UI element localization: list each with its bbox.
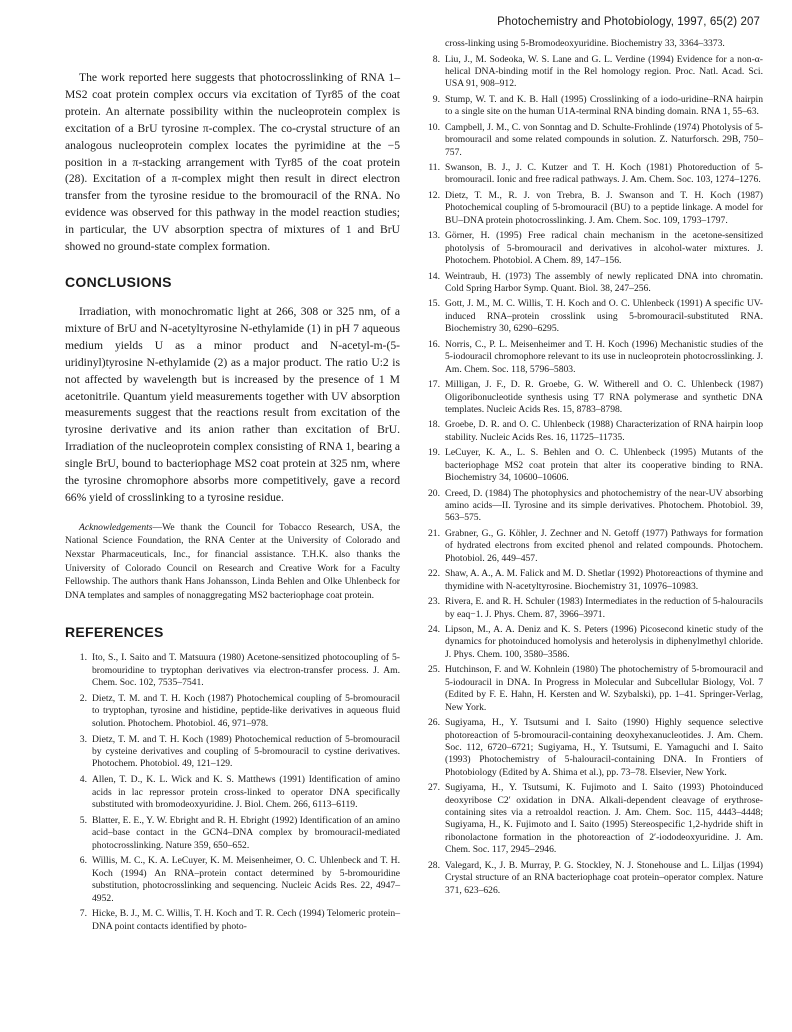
reference-item bbox=[418, 379, 763, 416]
reference-item bbox=[418, 782, 763, 856]
reference-text: Weintraub, H. (1973) The assembly of newly replicated DNA into chromatin. Cold Spring Harbor Symp. Quant. Biol. 38, 247–256. bbox=[445, 270, 763, 294]
intro-paragraph: The work reported here suggests that photocrosslinking of RNA 1–MS2 coat protein complex occurs via excitation of Tyr85 of the coat protein. An alternate possibility within the nucleoprotein complex is excitation of a BrU tyrosine π-complex. The co-crystal structure of an analogous nucleoprotein complex locates the pyrimidine at the −5 position in a π-stacking arrangement with Tyr85 of the coat protein (28). Excitation of a π-complex might then result in direct electron transfer from the tyrosine residue to the bromouracil of the RNA. No evidence was observed for this pathway in the model reaction studies; in particular, the UV absorption spectra of mixtures of 1 and BrU showed no ground-state complex formation. bbox=[65, 71, 400, 254]
reference-item bbox=[418, 488, 763, 525]
reference-number: 13. bbox=[428, 230, 440, 242]
right-column bbox=[418, 38, 763, 900]
reference-item bbox=[418, 528, 763, 565]
acknowledgements-text: —We thank the Council for Tobacco Research, USA, the National Science Foundation, the RNA Center at the University of Colorado and Nexstar Pharmaceuticals, Inc., for financial assistance. T.H.K. also thanks the University of Colorado Council on Research and Creative Work for a Faculty Fellowship. The authors thank Hans Johansson, Linda Behlen and Olke Uhlenbeck for DNA templates and samples of nonaggregating MS2 bacteriophage coat protein. bbox=[65, 521, 400, 601]
references-heading: REFERENCES bbox=[65, 624, 164, 641]
reference-text: Shaw, A. A., A. M. Falick and M. D. Shetlar (1992) Photoreactions of thymine and thymidine with N-acetyltyrosine. Biochemistry 31, 10976–10983. bbox=[445, 568, 763, 592]
reference-item bbox=[418, 271, 763, 296]
reference-number: 19. bbox=[428, 447, 440, 459]
reference-number: 27. bbox=[428, 782, 440, 794]
reference-item bbox=[418, 860, 763, 897]
reference-item bbox=[418, 664, 763, 714]
reference-text: Campbell, J. M., C. von Sonntag and D. Schulte-Frohlinde (1974) Photolysis of 5-bromouracil and some related compounds in solution. Z. Naturforsch. 29B, 750–757. bbox=[445, 121, 763, 158]
reference-number: 16. bbox=[428, 338, 440, 350]
reference-number: 25. bbox=[428, 664, 440, 676]
reference-text: Grabner, G., G. Köhler, J. Zechner and N. Getoff (1977) Pathways for formation of hydrated electrons from excited phenol and related compounds. Photochem. Photobiol. 26, 449–457. bbox=[445, 527, 763, 564]
reference-text: Stump, W. T. and K. B. Hall (1995) Crosslinking of a iodo-uridine–RNA hairpin to a single site on the human U1A-terminal RNA binding domain. RNA 1, 55–63. bbox=[445, 93, 763, 118]
reference-text: Blatter, E. E., Y. W. Ebright and R. H. Ebright (1992) Identification of an amino acid–base contact in the GCN4–DNA complex by bromouracil-mediated photocrosslinking. Nature 359, 650–652. bbox=[92, 814, 400, 851]
acknowledgements-paragraph bbox=[65, 521, 400, 603]
reference-continuation bbox=[418, 38, 763, 50]
reference-number: 23. bbox=[428, 596, 440, 608]
reference-text: Valegard, K., J. B. Murray, P. G. Stockley, N. J. Stonehouse and L. Liljas (1994) Crystal structure of an RNA bacteriophage coat protein–operator complex. Nature 371, 623–626. bbox=[445, 859, 763, 896]
reference-item bbox=[418, 419, 763, 444]
reference-item bbox=[418, 339, 763, 376]
reference-number: 2. bbox=[79, 693, 87, 705]
reference-item bbox=[418, 568, 763, 593]
reference-number: 4. bbox=[79, 774, 87, 786]
reference-item bbox=[65, 815, 400, 852]
reference-item bbox=[418, 717, 763, 779]
conclusions-paragraph: Irradiation, with monochromatic light at 266, 308 or 325 nm, of a mixture of BrU and N-acetyltyrosine N-ethylamide (1) in pH 7 aqueous medium yields U as a minor product and N-acetyl-m-(5-uridinyl)tyrosine N-ethylamide (2) as a major product. The ratio U:2 is not affected by wavelength but is increased by the presence of 1 M acetonitrile. Quantum yield measurements together with UV absorption measurements suggest that the reactions result from excitation of the tyrosine derivative and its anion rather than excitation of BrU. Irradiation of the nucleoprotein complex consisting of RNA 1, bearing a single BrU, bound to bacteriophage MS2 coat protein at 325 nm, where the tyrosine chromophore absorbs more competitively, gave a record 66% yield of crosslinking to a tyrosine residue. bbox=[65, 304, 400, 504]
reference-number: 28. bbox=[428, 859, 440, 871]
reference-text: Creed, D. (1984) The photophysics and photochemistry of the near-UV absorbing amino acids—II. Tyrosine and its simple derivatives. Photochem. Photobiol. 39, 563–575. bbox=[445, 487, 763, 524]
reference-text: Dietz, T. M. and T. H. Koch (1989) Photochemical reduction of 5-bromouracil by cysteine derivatives and coupling of 5-bromouracil to cystine derivatives. Photochem. Photobiol. 49, 121–129. bbox=[92, 733, 400, 770]
reference-item bbox=[418, 624, 763, 661]
reference-item bbox=[418, 447, 763, 484]
reference-text: Allen, T. D., K. L. Wick and K. S. Matthews (1991) Identification of amino acids in lac repressor protein cross-linked to operator DNA specifically substituted with bromodeoxyuridine. J. Biol. Chem. 266, 6113–6119. bbox=[92, 774, 400, 811]
reference-number: 7. bbox=[79, 908, 87, 920]
reference-item bbox=[418, 54, 763, 91]
reference-text: Dietz, T. M., R. J. von Trebra, B. J. Swanson and T. H. Koch (1987) Photochemical coupling of 5-bromouracil (BU) to a peptide linkage. A model for BU–DNA protein photocrosslinking. J. Am. Chem. Soc. 109, 1793–1797. bbox=[445, 189, 763, 226]
reference-item bbox=[65, 734, 400, 771]
reference-item bbox=[418, 122, 763, 159]
reference-item bbox=[418, 162, 763, 187]
reference-number: 8. bbox=[432, 53, 440, 65]
reference-text: Dietz, T. M. and T. H. Koch (1987) Photochemical coupling of 5-bromouracil to tryptophan, tyrosine and histidine, peptide-like derivatives in aqueous fluid solution. Photochem. Photobiol. 46, 971–978. bbox=[92, 693, 400, 729]
reference-number: 17. bbox=[428, 379, 440, 391]
reference-item bbox=[65, 693, 400, 730]
reference-item bbox=[418, 94, 763, 119]
reference-number: 20. bbox=[428, 487, 440, 499]
reference-number: 1. bbox=[79, 652, 87, 664]
reference-number: 9. bbox=[432, 93, 440, 105]
reference-number: 14. bbox=[428, 270, 440, 282]
reference-item bbox=[65, 908, 400, 933]
reference-number: 6. bbox=[79, 855, 87, 867]
reference-number: 22. bbox=[428, 568, 440, 580]
reference-item bbox=[65, 652, 400, 689]
acknowledgements-lead: Acknowledgements bbox=[79, 521, 153, 533]
reference-item bbox=[418, 230, 763, 267]
reference-text: Sugiyama, H., Y. Tsutsumi and I. Saito (1990) Highly sequence selective photoreaction of 5-bromouracil-containing deoxyhexanucleotides. J. Am. Chem. Soc. 112, 6720–6721; Sugiyama, H., Y. Tsutsumi, E. Yamaguchi and I. Saito (1993) Photochemistry of 5-halouracil-containing DNA. In Frontiers of Photobiology (Edited by A. Shima et al.), pp. 73–78. Elsevier, New York. bbox=[445, 717, 763, 778]
reference-item bbox=[418, 190, 763, 227]
reference-text: LeCuyer, K. A., L. S. Behlen and O. C. Uhlenbeck (1995) Mutants of the bacteriophage MS2 coat protein that alter its cooperative binding to RNA. Biochemistry 34, 10600–10606. bbox=[445, 447, 763, 484]
reference-text: Groebe, D. R. and O. C. Uhlenbeck (1988) Characterization of RNA hairpin loop stability. Nucleic Acids Res. 16, 11725–11735. bbox=[445, 419, 763, 443]
conclusions-heading: CONCLUSIONS bbox=[65, 273, 172, 290]
reference-number: 5. bbox=[79, 814, 87, 826]
reference-text: Milligan, J. F., D. R. Groebe, G. W. Witherell and O. C. Uhlenbeck (1987) Oligoribonucleotide synthesis using T7 RNA polymerase and synthetic DNA templates. Nucleic Acids Res. 15, 8783–8798. bbox=[445, 379, 763, 415]
references-list-right bbox=[418, 54, 763, 897]
reference-text: Swanson, B. J., J. C. Kutzer and T. H. Koch (1981) Photoreduction of 5-bromouracil. Ionic and free radical pathways. J. Am. Chem. Soc. 103, 1274–1276. bbox=[445, 162, 763, 186]
reference-number: 10. bbox=[428, 121, 440, 133]
reference-text: Rivera, E. and R. H. Schuler (1983) Intermediates in the reduction of 5-halouracils by eaq−1. J. Phys. Chem. 87, 3966–3971. bbox=[445, 596, 763, 620]
reference-number: 3. bbox=[79, 733, 87, 745]
reference-number: 24. bbox=[428, 624, 440, 636]
reference-text: Gott, J. M., M. C. Willis, T. H. Koch and O. C. Uhlenbeck (1991) A specific UV-induced RNA–protein crosslink using 5-bromouracil-substituted RNA. Biochemistry 30, 6290–6295. bbox=[445, 298, 763, 335]
reference-item bbox=[418, 596, 763, 621]
reference-number: 11. bbox=[428, 162, 440, 174]
reference-text: Hicke, B. J., M. C. Willis, T. H. Koch and T. R. Cech (1994) Telomeric protein–DNA point contacts identified by photo- bbox=[92, 908, 400, 932]
reference-continuation-text: cross-linking using 5-Bromodeoxyuridine. Biochemistry 33, 3364–3373. bbox=[445, 38, 725, 49]
reference-text: Sugiyama, H., Y. Tsutsumi, K. Fujimoto and I. Saito (1993) Photoinduced deoxyribose C2′ oxidation in DNA. Alkali-dependent cleavage of erythrose-containing sites via a retroaldol reaction. J. Am. Chem. Soc. 115, 4443–4448; Sugiyama, H., K. Fujimoto and I. Saito (1995) Stereospecific 1,2-hydride shift in ribonolactone formation in the photoreaction of 2′-iododeoxyuridine. J. Am. Chem. Soc. 117, 2945–2946. bbox=[445, 782, 763, 856]
reference-number: 18. bbox=[428, 419, 440, 431]
reference-item bbox=[65, 774, 400, 811]
running-header: Photochemistry and Photobiology, 1997, 65(2) 207 bbox=[497, 16, 760, 28]
reference-number: 26. bbox=[428, 717, 440, 729]
reference-number: 15. bbox=[428, 298, 440, 310]
reference-text: Ito, S., I. Saito and T. Matsuura (1980) Acetone-sensitized photocoupling of 5-bromouridine to tryptophan derivatives via electron-transfer process. J. Am. Chem. Soc. 102, 7535–7541. bbox=[92, 652, 400, 689]
reference-text: Liu, J., M. Sodeoka, W. S. Lane and G. L. Verdine (1994) Evidence for a non-α-helical DNA-binding motif in the Rel homology region. Proc. Natl. Acad. Sci. USA 91, 908–912. bbox=[445, 53, 763, 90]
left-column bbox=[65, 70, 400, 937]
references-list-left bbox=[65, 652, 400, 933]
reference-text: Hutchinson, F. and W. Kohnlein (1980) The photochemistry of 5-bromouracil and 5-iodouracil in DNA. In Progress in Molecular and Subcellular Biology, Vol. 7 (Edited by F. E. Hahn, H. Kersten and W. Szybalski), pp. 1–41. Springer-Verlag, New York. bbox=[445, 664, 763, 713]
reference-item bbox=[65, 855, 400, 905]
reference-text: Görner, H. (1995) Free radical chain mechanism in the acetone-sensitized photolysis of 5-bromouracil and derivatives in alcohol-water mixtures. J. Photochem. Photobiol. A Chem. 89, 147–156. bbox=[445, 230, 763, 267]
reference-text: Norris, C., P. L. Meisenheimer and T. H. Koch (1996) Mechanistic studies of the 5-iodouracil chromophore relevant to its use in nucleoprotein photocrosslinking. J. Am. Chem. Soc. 118, 5796–5803. bbox=[445, 338, 763, 375]
reference-text: Willis, M. C., K. A. LeCuyer, K. M. Meisenheimer, O. C. Uhlenbeck and T. H. Koch (1994) An RNA–protein contact determined by 5-bromouridine substitution, photocrosslinking and sequencing. Nucleic Acids Res. 22, 4947–4952. bbox=[92, 855, 400, 904]
reference-number: 21. bbox=[428, 527, 440, 539]
reference-item bbox=[418, 298, 763, 335]
reference-number: 12. bbox=[428, 189, 440, 201]
reference-text: Lipson, M., A. A. Deniz and K. S. Peters (1996) Picosecond kinetic study of the dynamics for photoinduced homolysis and heterolysis in diphenylmethyl chloride. J. Phys. Chem. 100, 3580–3586. bbox=[445, 624, 763, 660]
